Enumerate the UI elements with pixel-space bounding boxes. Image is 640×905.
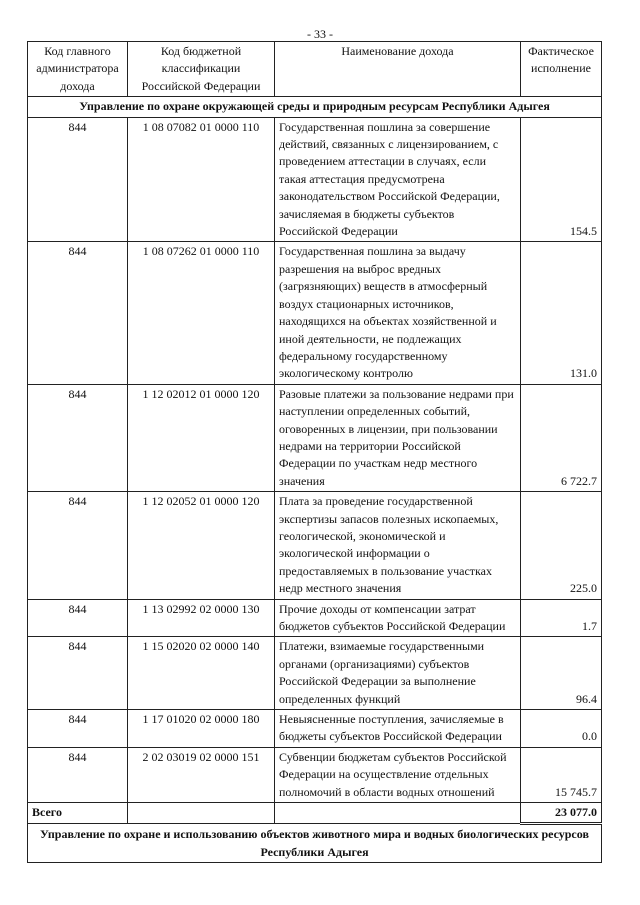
income-name-cell: Государственная пошлина за выдачу разрешения на выброс вредных (загрязняющих) веществ в атмосферный воздух стационарных источников, находящихся на объектах хозяйственной и иной деятельности, не подлежащих федеральному государственному экологическому контролю [275,242,521,384]
budget-code-cell: 2 02 03019 02 0000 151 [128,747,275,802]
budget-code-cell: 1 12 02052 01 0000 120 [128,492,275,599]
budget-code-cell: 1 13 02992 02 0000 130 [128,599,275,637]
budget-code-cell: 1 08 07262 01 0000 110 [128,242,275,384]
amount-cell: 154.5 [521,117,602,242]
income-name-cell: Плата за проведение государственной экспертизы запасов полезных ископаемых, геологической, экономической и экологической информации о предоставляемых в пользование участках недр местного значения [275,492,521,599]
section-title: Управление по охране окружающей среды и природным ресурсам Республики Адыгея [28,97,602,117]
table-row [28,710,602,748]
admin-code-cell: 844 [28,117,128,242]
total-empty-2 [275,803,521,824]
amount-cell: 6 722.7 [521,384,602,491]
total-empty-1 [128,803,275,824]
header-actual: Фактическое исполнение [521,42,602,97]
income-name-cell: Государственная пошлина за совершение действий, связанных с лицензированием, с проведением аттестации в случаях, если такая аттестация предусмотрена законодательством Российской Федерации, зачисляемая в бюджеты субъектов Российской Федерации [275,117,521,242]
section-row-2 [28,824,602,863]
admin-code-cell: 844 [28,710,128,748]
table-row [28,747,602,802]
table-row [28,492,602,599]
section-row [28,97,602,117]
amount-cell: 131.0 [521,242,602,384]
header-income-name: Наименование дохода [275,42,521,97]
income-name-cell: Платежи, взимаемые государственными органами (организациями) субъектов Российской Федерации за выполнение определенных функций [275,637,521,710]
budget-code-cell: 1 17 01020 02 0000 180 [128,710,275,748]
table-row [28,637,602,710]
header-budget-code: Код бюджетной классификации Российской Федерации [128,42,275,97]
income-name-cell: Прочие доходы от компенсации затрат бюджетов субъектов Российской Федерации [275,599,521,637]
admin-code-cell: 844 [28,599,128,637]
budget-code-cell: 1 15 02020 02 0000 140 [128,637,275,710]
admin-code-cell: 844 [28,242,128,384]
table-row [28,117,602,242]
income-table [27,41,602,863]
budget-code-cell: 1 08 07082 01 0000 110 [128,117,275,242]
amount-cell: 96.4 [521,637,602,710]
table-row [28,384,602,491]
total-row [28,803,602,824]
admin-code-cell: 844 [28,384,128,491]
admin-code-cell: 844 [28,492,128,599]
total-label: Всего [28,803,128,824]
budget-code-cell: 1 12 02012 01 0000 120 [128,384,275,491]
amount-cell: 15 745.7 [521,747,602,802]
income-name-cell: Невыясненные поступления, зачисляемые в бюджеты субъектов Российской Федерации [275,710,521,748]
table-row [28,599,602,637]
amount-cell: 225.0 [521,492,602,599]
header-row [28,42,602,97]
amount-cell: 0.0 [521,710,602,748]
section-title-2: Управление по охране и использованию объектов животного мира и водных биологических ресурсов Республики Адыгея [28,824,602,863]
page-number: - 33 - [307,27,333,41]
amount-cell: 1.7 [521,599,602,637]
table-row [28,242,602,384]
income-name-cell: Субвенции бюджетам субъектов Российской Федерации на осуществление отдельных полномочий в области водных отношений [275,747,521,802]
total-amount: 23 077.0 [521,803,602,824]
admin-code-cell: 844 [28,637,128,710]
header-admin-code: Код главного администратора дохода [28,42,128,97]
data-rows [28,117,602,802]
admin-code-cell: 844 [28,747,128,802]
income-name-cell: Разовые платежи за пользование недрами при наступлении определенных событий, оговоренных в лицензии, при пользовании недрами на территории Российской Федерации по участкам недр местного значения [275,384,521,491]
